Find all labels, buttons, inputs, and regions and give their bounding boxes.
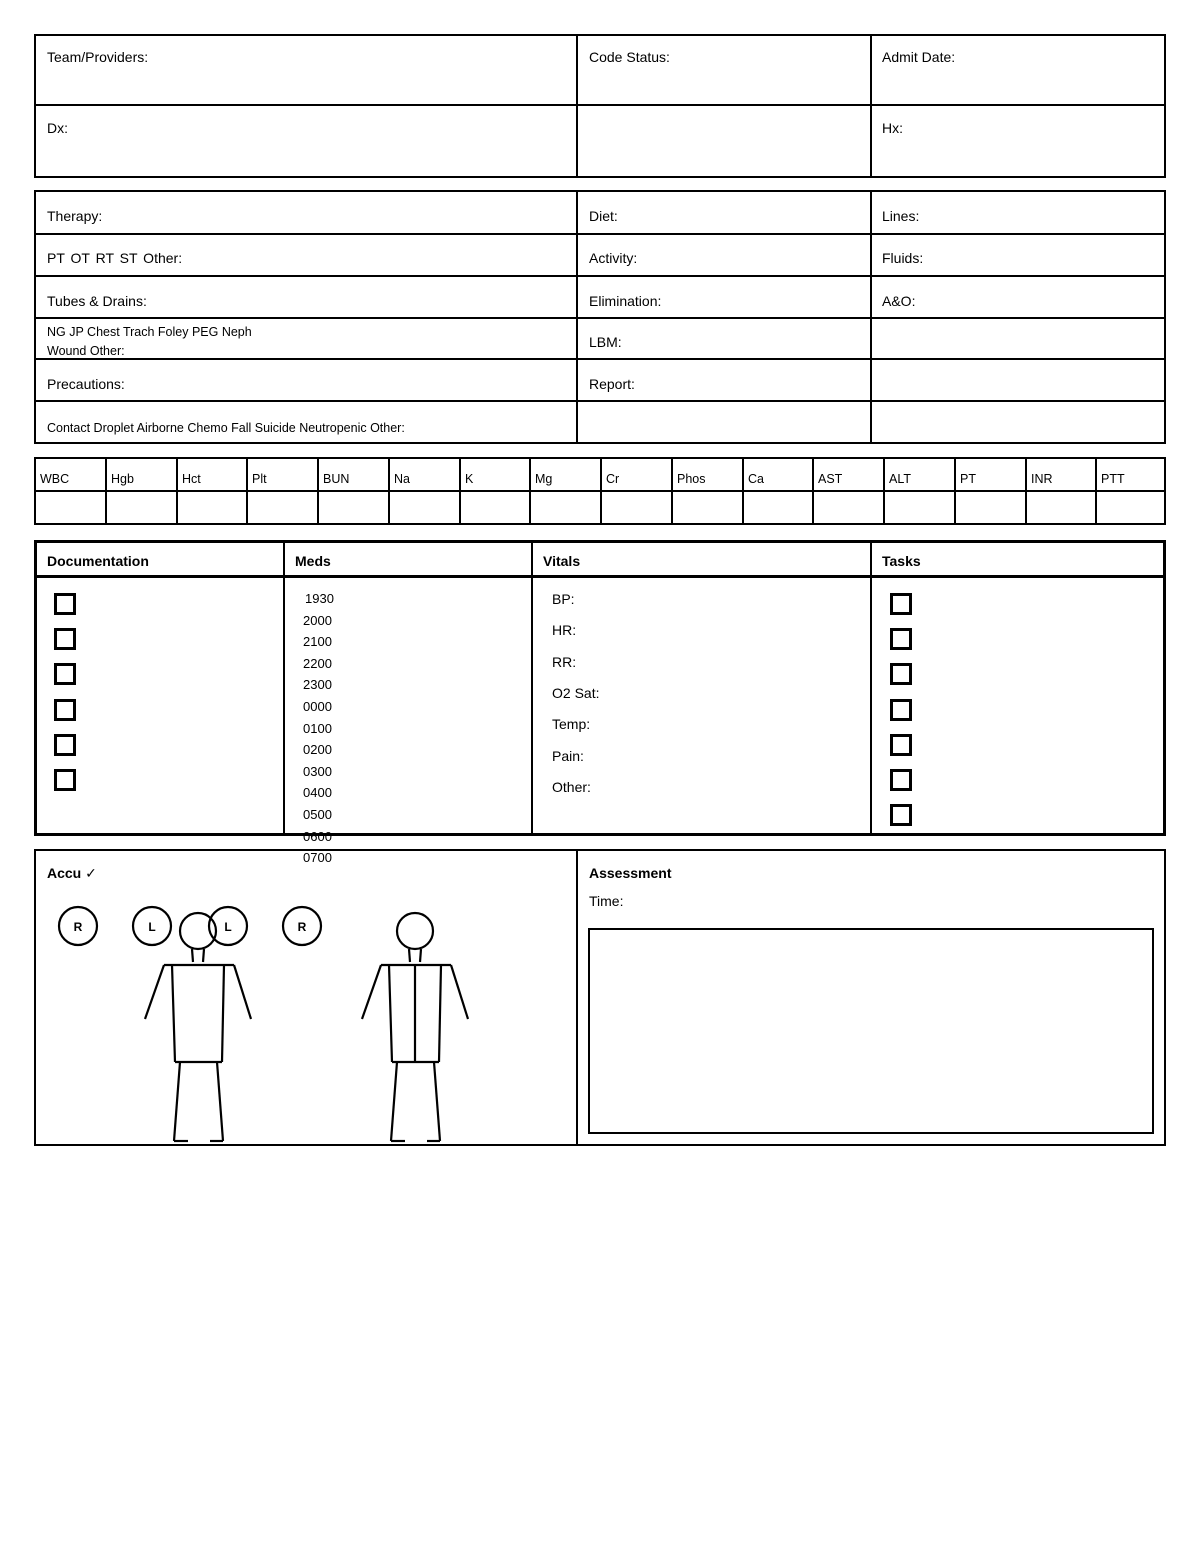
med-time: 0100 (303, 721, 332, 736)
documentation-checkbox[interactable] (54, 699, 76, 721)
lab-value-cell[interactable] (1097, 493, 1164, 523)
vital-label: Temp: (552, 716, 591, 732)
divider (531, 540, 533, 836)
vital-label: BP: (552, 591, 575, 607)
accu-marker-label: R (297, 920, 307, 934)
fluids-label: Fluids: (882, 250, 924, 266)
admit-date-label: Admit Date: (882, 49, 956, 65)
med-time: 0400 (303, 785, 332, 800)
diet-label: Diet: (589, 208, 618, 224)
documentation-checkbox[interactable] (54, 628, 76, 650)
tubes-options-line2: Wound Other: (47, 344, 125, 358)
accu-heading: Accu ✓ (47, 865, 97, 881)
lab-header: ALT (889, 472, 911, 486)
task-checkbox[interactable] (890, 663, 912, 685)
lbm-label: LBM: (589, 334, 622, 350)
divider (34, 400, 1166, 402)
med-time: 0500 (303, 807, 332, 822)
med-time: 0700 (303, 850, 332, 865)
lab-header: Na (394, 472, 410, 486)
divider (34, 233, 1166, 235)
lab-header: Hgb (111, 472, 134, 486)
divider (34, 575, 1166, 578)
lab-header: Hct (182, 472, 201, 486)
code-status-label: Code Status: (589, 49, 670, 65)
vital-label: HR: (552, 622, 577, 638)
lab-value-cell[interactable] (531, 493, 598, 523)
divider (576, 849, 578, 1146)
hx-label: Hx: (882, 120, 903, 136)
a-and-o-label: A&O: (882, 293, 916, 309)
task-checkbox[interactable] (890, 804, 912, 826)
meds-heading: Meds (295, 553, 331, 569)
lab-value-cell[interactable] (1027, 493, 1094, 523)
divider (34, 275, 1166, 277)
divider (34, 358, 1166, 360)
vital-label: O2 Sat: (552, 685, 600, 701)
activity-label: Activity: (589, 250, 638, 266)
task-checkbox[interactable] (890, 734, 912, 756)
dx-label: Dx: (47, 120, 68, 136)
documentation-checkbox[interactable] (54, 769, 76, 791)
lab-value-cell[interactable] (319, 493, 386, 523)
lab-header: PTT (1101, 472, 1125, 486)
med-time: 2100 (303, 634, 332, 649)
lab-value-cell[interactable] (107, 493, 174, 523)
tubes-options-line1: NG JP Chest Trach Foley PEG Neph (47, 325, 252, 339)
lab-header: PT (960, 472, 976, 486)
lab-header: Mg (535, 472, 553, 486)
team-providers-label: Team/Providers: (47, 49, 149, 65)
documentation-checkbox[interactable] (54, 593, 76, 615)
vital-label: Pain: (552, 748, 584, 764)
elimination-label: Elimination: (589, 293, 662, 309)
lab-value-cell[interactable] (673, 493, 740, 523)
divider (576, 34, 578, 178)
assessment-heading: Assessment (589, 865, 672, 881)
lab-header: Phos (677, 472, 706, 486)
divider (34, 104, 1166, 106)
back-figure-head (397, 913, 433, 949)
med-time: 0000 (303, 699, 332, 714)
divider (34, 317, 1166, 319)
lab-header: Ca (748, 472, 764, 486)
lab-header: BUN (323, 472, 350, 486)
accu-marker-label: R (73, 920, 83, 934)
documentation-checkbox[interactable] (54, 663, 76, 685)
lab-value-cell[interactable] (461, 493, 528, 523)
body-diagram (34, 849, 576, 1146)
divider (870, 34, 872, 178)
tubes-drains-label: Tubes & Drains: (47, 293, 147, 309)
accu-marker-label: L (224, 920, 232, 934)
lab-value-cell[interactable] (956, 493, 1023, 523)
accu-marker-label: L (148, 920, 156, 934)
med-time: 2200 (303, 656, 332, 671)
assessment-notes-box[interactable] (588, 928, 1154, 1134)
lab-header: K (465, 472, 474, 486)
med-time: 1930 (305, 591, 334, 606)
precaution-options: Contact Droplet Airborne Chemo Fall Suicide Neutropenic Other: (47, 421, 405, 435)
vitals-heading: Vitals (543, 553, 581, 569)
lab-value-cell[interactable] (178, 493, 245, 523)
lab-header: WBC (40, 472, 70, 486)
med-time: 2000 (303, 613, 332, 628)
lab-value-cell[interactable] (36, 493, 103, 523)
divider (870, 540, 872, 836)
divider (283, 540, 285, 836)
vital-label: Other: (552, 779, 591, 795)
lab-header: Plt (252, 472, 267, 486)
therapy-label: Therapy: (47, 208, 103, 224)
vital-label: RR: (552, 654, 577, 670)
therapy-options: PT OT RT ST Other: (47, 250, 183, 266)
precautions-label: Precautions: (47, 376, 125, 392)
documentation-heading: Documentation (47, 553, 149, 569)
report-label: Report: (589, 376, 635, 392)
lines-label: Lines: (882, 208, 920, 224)
lab-value-cell[interactable] (744, 493, 811, 523)
lab-value-cell[interactable] (390, 493, 457, 523)
med-time: 0600 (303, 829, 332, 844)
lab-header: Cr (606, 472, 620, 486)
lab-value-cell[interactable] (814, 493, 881, 523)
med-time: 0200 (303, 742, 332, 757)
task-checkbox[interactable] (890, 628, 912, 650)
med-time: 2300 (303, 677, 332, 692)
task-checkbox[interactable] (890, 593, 912, 615)
lab-header: AST (818, 472, 843, 486)
med-time: 0300 (303, 764, 332, 779)
lab-value-cell[interactable] (248, 493, 315, 523)
assessment-time-label: Time: (589, 893, 624, 909)
lab-value-cell[interactable] (885, 493, 952, 523)
lab-header: INR (1031, 472, 1053, 486)
task-checkbox[interactable] (890, 699, 912, 721)
documentation-checkbox[interactable] (54, 734, 76, 756)
task-checkbox[interactable] (890, 769, 912, 791)
tasks-heading: Tasks (882, 553, 921, 569)
orders-section (34, 540, 1166, 836)
lab-value-cell[interactable] (602, 493, 669, 523)
